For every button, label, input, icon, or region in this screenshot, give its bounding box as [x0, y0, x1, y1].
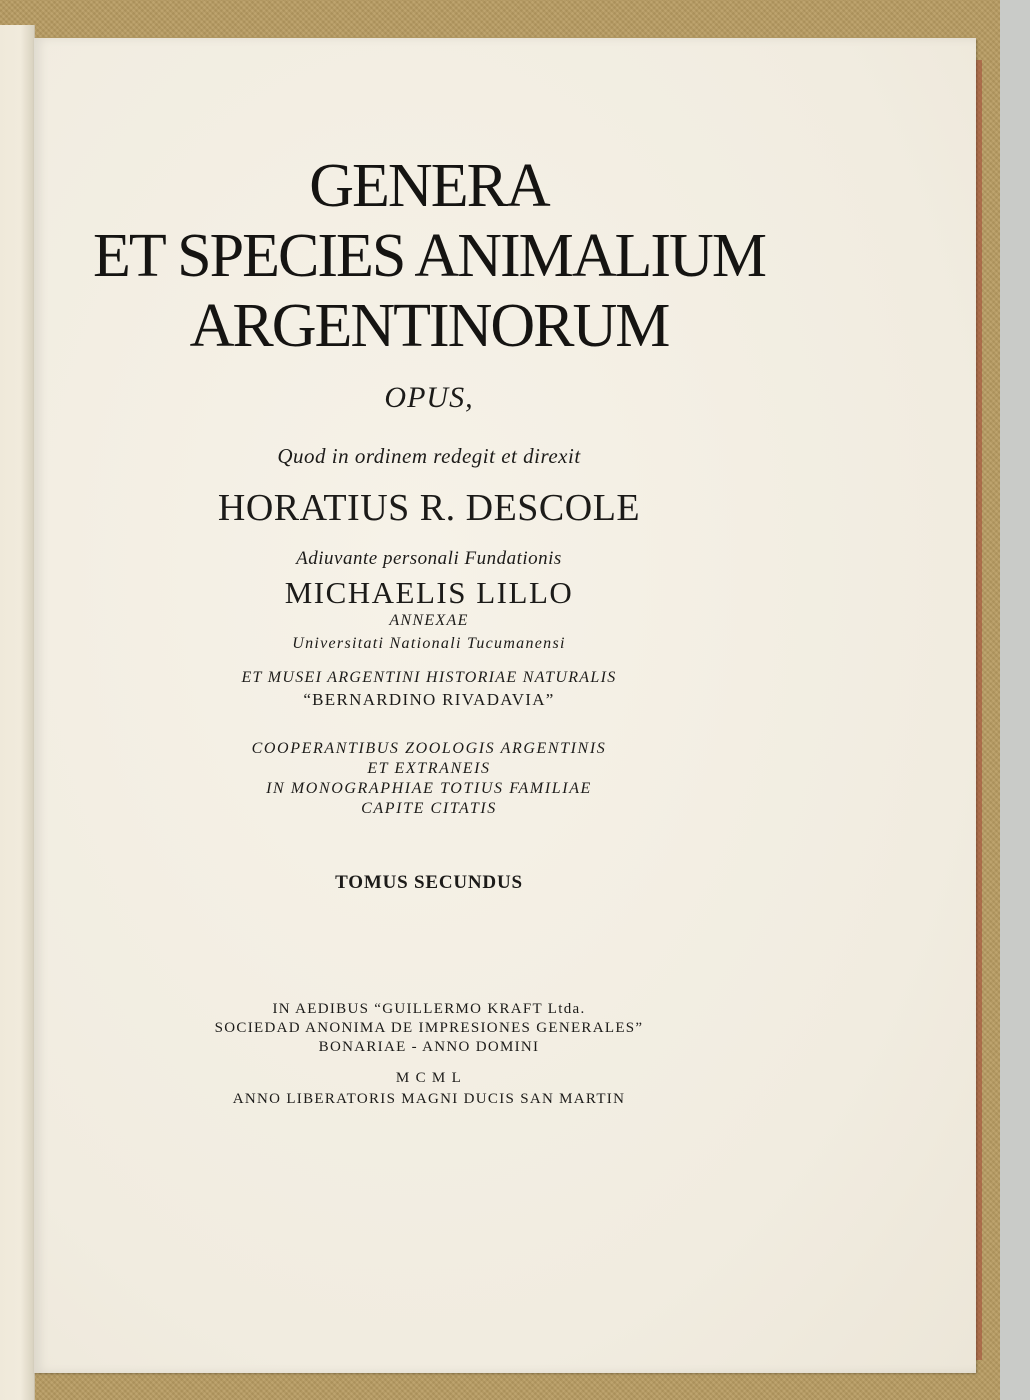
title-line-3: ARGENTINORUM [189, 292, 669, 360]
museum-line: ET MUSEI ARGENTINI HISTORIAE NATURALIS [241, 669, 617, 686]
facing-leaf [0, 25, 35, 1400]
foundation-name: MICHAELIS LILLO [284, 575, 574, 610]
cooperation-line-3: IN MONOGRAPHIAE TOTIUS FAMILIAE [266, 780, 592, 797]
title-line-1: GENERA [309, 152, 549, 220]
year-roman: M C M L [395, 1070, 463, 1086]
assist-line: Adiuvante personali Fundationis [296, 548, 562, 569]
title-line-2: ET SPECIES ANIMALIUM [93, 222, 765, 290]
direction-line: Quod in ordinem redegit et direxit [277, 444, 581, 468]
title-page [34, 38, 976, 1373]
imprint-line-2: SOCIEDAD ANONIMA DE IMPRESIONES GENERALES” [214, 1020, 644, 1036]
university-line: Universitati Nationali Tucumanensi [292, 635, 566, 652]
imprint-line-1: IN AEDIBUS “GUILLERMO KRAFT Ltda. [272, 1001, 586, 1017]
annexae-line: ANNEXAE [389, 612, 469, 629]
museum-name: “BERNARDINO RIVADAVIA” [303, 690, 555, 709]
cooperation-line-1: COOPERANTIBUS ZOOLOGIS ARGENTINIS [251, 740, 607, 757]
cooperation-line-4: CAPITE CITATIS [361, 800, 497, 817]
author-name: HORATIUS R. DESCOLE [217, 487, 641, 529]
imprint-line-3: BONARIAE - ANNO DOMINI [318, 1039, 540, 1055]
opus-label: OPUS, [384, 381, 474, 414]
volume-label: TOMUS SECUNDUS [335, 872, 523, 893]
cooperation-line-2: ET EXTRANEIS [367, 760, 491, 777]
dedication-line: ANNO LIBERATORIS MAGNI DUCIS SAN MARTIN [232, 1091, 626, 1107]
cover-edge [976, 60, 982, 1360]
